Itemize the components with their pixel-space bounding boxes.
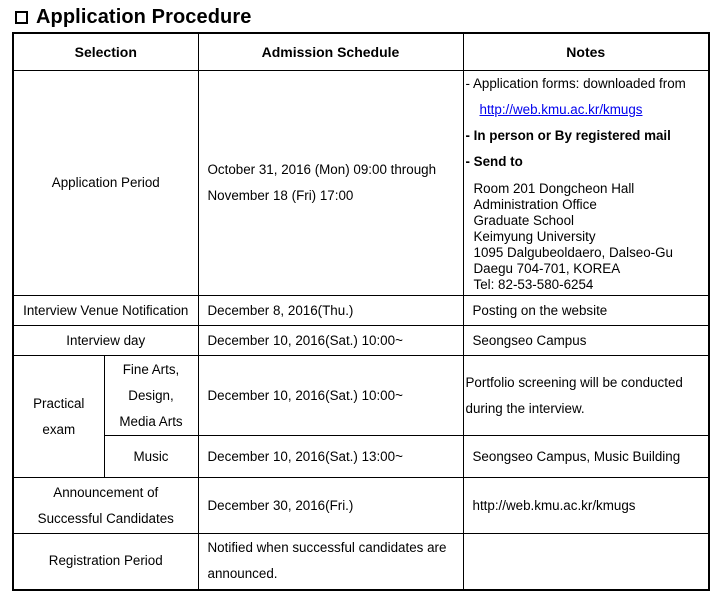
section-heading — [15, 5, 251, 29]
table-row — [13, 71, 709, 296]
sub-label: Fine Arts, — [122, 361, 180, 377]
schedule-registration — [198, 534, 463, 590]
notes-venue-notification: Posting on the website — [463, 296, 709, 326]
notes-line: during the interview. — [465, 400, 585, 416]
selection-venue-notification: Interview Venue Notification — [13, 296, 198, 326]
table-row — [13, 296, 709, 326]
schedule-music: December 10, 2016(Sat.) 13:00~ — [198, 436, 463, 478]
notes-registration — [463, 534, 709, 590]
schedule-line: Notified when successful candidates are — [207, 540, 447, 556]
schedule-interview-day: December 10, 2016(Sat.) 10:00~ — [198, 326, 463, 356]
sub-label: Design, — [128, 387, 174, 403]
address-line: Keimyung University — [473, 229, 596, 244]
header-schedule: Admission Schedule — [198, 33, 463, 71]
address-line: Room 201 Dongcheon Hall — [473, 181, 635, 196]
schedule-venue-notification: December 8, 2016(Thu.) — [198, 296, 463, 326]
announcement-label: Successful Candidates — [37, 510, 174, 526]
sub-selection-fine-arts — [104, 356, 198, 436]
announcement-label: Announcement of — [53, 484, 159, 500]
address-line: Graduate School — [473, 213, 574, 228]
header-notes: Notes — [463, 33, 709, 71]
schedule-announcement: December 30, 2016(Fri.) — [198, 478, 463, 534]
notes-mail: - In person or By registered mail — [465, 128, 671, 143]
address-line: Daegu 704-701, KOREA — [473, 261, 621, 276]
square-bullet-icon — [15, 11, 28, 24]
table-row — [13, 436, 709, 478]
page-title: Application Procedure — [36, 5, 252, 28]
notes-sendto: - Send to — [465, 154, 523, 169]
practical-label: Practical — [33, 395, 85, 411]
notes-forms: - Application forms: downloaded from — [465, 76, 686, 91]
table-row — [13, 326, 709, 356]
notes-announcement-url: http://web.kmu.ac.kr/kmugs — [463, 478, 709, 534]
sub-label: Media Arts — [119, 413, 183, 429]
address-line: Tel: 82-53-580-6254 — [473, 277, 594, 292]
notes-line: Portfolio screening will be conducted — [465, 374, 683, 390]
notes-music: Seongseo Campus, Music Building — [463, 436, 709, 478]
sub-selection-music: Music — [104, 436, 198, 478]
schedule-line: announced. — [207, 566, 278, 582]
notes-fine-arts — [463, 356, 709, 436]
schedule-fine-arts: December 10, 2016(Sat.) 10:00~ — [198, 356, 463, 436]
notes-application-period — [463, 71, 709, 296]
procedure-table — [12, 32, 710, 591]
schedule-application-period — [198, 71, 463, 296]
address-line: Administration Office — [473, 197, 597, 212]
header-row — [13, 33, 709, 71]
selection-application-period: Application Period — [13, 71, 198, 296]
table-row — [13, 534, 709, 590]
selection-announcement — [13, 478, 198, 534]
kmugs-link[interactable]: http://web.kmu.ac.kr/kmugs — [479, 102, 643, 117]
header-selection: Selection — [13, 33, 198, 71]
table-row — [13, 478, 709, 534]
mailing-address — [466, 181, 709, 295]
notes-interview-day: Seongseo Campus — [463, 326, 709, 356]
practical-label: exam — [42, 421, 76, 437]
selection-interview-day: Interview day — [13, 326, 198, 356]
selection-practical-exam — [13, 356, 104, 478]
address-line: 1095 Dalgubeoldaero, Dalseo-Gu — [473, 245, 674, 260]
selection-registration: Registration Period — [13, 534, 198, 590]
schedule-line: November 18 (Fri) 17:00 — [207, 188, 354, 203]
table-row — [13, 356, 709, 436]
schedule-line: October 31, 2016 (Mon) 09:00 through — [207, 162, 437, 177]
